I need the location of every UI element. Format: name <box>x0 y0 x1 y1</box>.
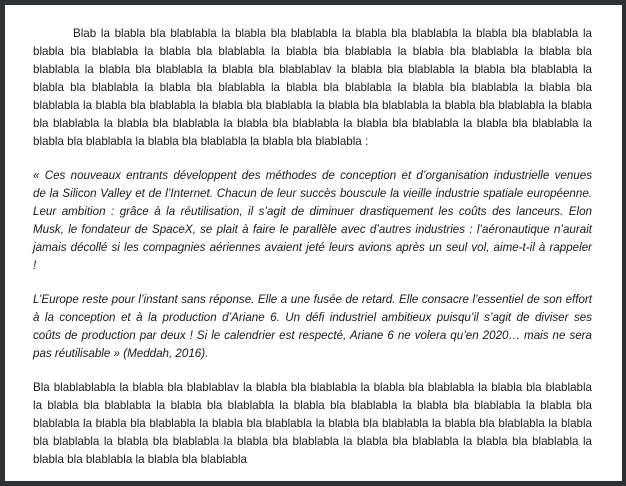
text-line: blabla bla blablabla la blabla bla blablabla <box>33 453 248 466</box>
paragraph-spacing <box>33 151 592 167</box>
text-line: coûts de production par deux ! Si le calendrier est respecté, Ariane 6 ne volera qu’en 2020… mais ne sera <box>33 329 592 342</box>
text-line: à la conception et à la production d’Ariane 6. Un défi industriel ambitieux puisqu’il s’agit de diviser ses <box>33 311 592 324</box>
text-line: ! <box>33 259 37 272</box>
text-line: blablabla la blabla bla blablabla la blabla bla blablablav la blabla bla blablabla la blabla bla blablabla la <box>33 63 592 76</box>
text-line: L’Europe reste pour l’instant sans réponse. Elle a une fusée de retard. Elle consacre l’essentiel de son effort <box>33 293 592 306</box>
paragraph-closing <box>33 379 592 469</box>
text-line: blabla bla blablabla la blabla bla blablabla la blabla bla blablabla la blabla bla blablabla la blabla bla <box>33 81 592 94</box>
text-line: jamais décollé si les compagnies aériennes avaient jeté leurs avions après un seul vol, aime-t-il à rappeler <box>33 241 592 254</box>
text-line: blablabla la blabla bla blablabla la blabla bla blablabla la blabla bla blablabla la blabla bla blablabla la blabla <box>33 417 592 430</box>
paragraph-spacing <box>33 275 592 291</box>
text-line: la blabla bla blablabla la blabla bla blablabla la blabla bla blablabla la blabla bla blablabla la blabla bla <box>33 399 592 412</box>
paragraph-spacing <box>33 363 592 379</box>
text-line: de la Silicon Valley et de l’Internet. Chacun de leur succès bouscule la vieille industrie spatiale européenne. <box>33 187 592 200</box>
text-line: bla blablabla la blabla bla blablabla la blabla bla blablabla la blabla bla blablabla la blabla bla blablabla la <box>33 117 592 130</box>
text-line: blablabla la blabla bla blablabla la blabla bla blablabla la blabla bla blablabla la blabla bla blablabla la blabla <box>33 99 592 112</box>
text-line: Leur ambition : grâce à la réutilisation, il s’agit de diminuer drastiquement les coûts des lanceurs. Elon <box>33 205 592 218</box>
paragraph-intro <box>33 25 592 151</box>
quote-paragraph-2 <box>33 291 592 363</box>
text-line: Blab la blabla bla blablabla la blabla bla blablabla la blabla bla blablabla la blabla bla blablabla la <box>73 27 592 40</box>
text-line: blabla bla blablabla la blabla bla blablabla la blabla bla blablabla : <box>33 135 369 148</box>
quote-paragraph-1 <box>33 167 592 275</box>
text-line: Bla blablablabla la blabla bla blablablav la blabla bla blablabla la blabla bla blablabla la blabla bla blablabla <box>33 381 592 394</box>
text-line: bla blablabla la blabla bla blablabla la blabla bla blablabla la blabla bla blablabla la blabla bla blablabla la <box>33 435 592 448</box>
document-body[interactable] <box>33 25 592 469</box>
text-line: pas réutilisable » (Meddah, 2016). <box>33 347 209 360</box>
document-page <box>5 5 622 481</box>
text-line: « Ces nouveaux entrants développent des méthodes de conception et d’organisation industrielle venues <box>33 169 592 182</box>
text-line: Musk, le fondateur de SpaceX, se plait à faire le parallèle avec d’autres industries : l’aéronautique n’aurait <box>33 223 592 236</box>
text-line: blabla bla blablabla la blabla bla blablabla la blabla bla blablabla la blabla bla blablabla la blabla bla <box>33 45 592 58</box>
